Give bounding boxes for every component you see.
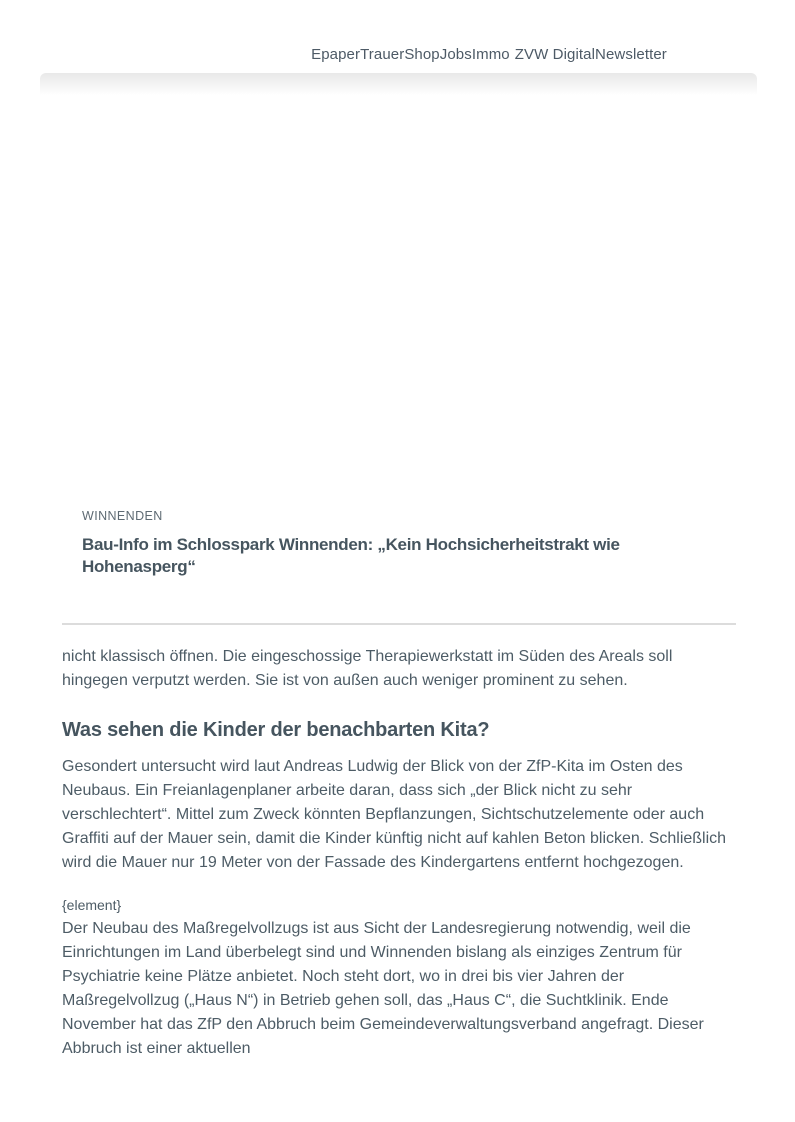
article-image-placeholder <box>40 99 757 499</box>
nav-link-immo[interactable]: Immo <box>471 46 510 63</box>
nav-link-epaper[interactable]: Epaper <box>311 46 361 63</box>
nav-link-shop[interactable]: Shop <box>404 46 440 63</box>
article-kicker[interactable]: WINNENDEN <box>82 509 163 523</box>
article-paragraph-2: Gesondert untersucht wird laut Andreas Ludwig der Blick von der ZfP-Kita im Osten des Neubaus. Ein Freianlagenplaner arbeite daran, dass sich „der Blick nicht zu sehr verschlechtert“. Mittel zum Zweck könnten Bepflanzungen, Sichtschutzelemente oder auch Graffiti auf der Mauer sein, damit die Kinder künftig nicht auf kahlen Beton blicken. Schließlich wird die Mauer nur 19 Meter von der Fassade des Kindergartens entfernt hochgezogen. <box>62 758 727 871</box>
article-paragraph-3: Der Neubau des Maßregelvollzugs ist aus Sicht der Landesregierung notwendig, weil die Einrichtungen im Land überbelegt sind und Winnenden bislang als einziges Zentrum für Psychiatrie keine Plätze anbietet. Noch steht dort, wo in drei bis vier Jahren der Maßregelvollzug („Haus N“) in Betrieb gehen soll, das „Haus C“, die Suchtklinik. Ende November hat das ZfP den Abbruch beim Gemeindeverwaltungsverband angefragt. Dieser Abbruch ist einer aktuellen <box>62 920 704 1057</box>
nav-link-trauer[interactable]: Trauer <box>360 46 405 63</box>
article-title: Bau-Info im Schlosspark Winnenden: „Kein Hochsicherheitstrakt wie Hohenasperg“ <box>82 535 620 576</box>
nav-link-newsletter[interactable]: Newsletter <box>595 46 667 63</box>
top-nav <box>311 46 667 64</box>
divider-rule <box>62 623 736 625</box>
header-shadow <box>40 73 757 99</box>
article <box>62 507 738 1061</box>
nav-link-jobs[interactable]: Jobs <box>439 46 472 63</box>
article-subheading: Was sehen die Kinder der benachbarten Kita? <box>62 719 490 741</box>
template-element-placeholder: {element} <box>62 897 122 913</box>
nav-link-zvw-digital[interactable]: ZVW Digital <box>514 46 596 63</box>
article-paragraph-1: nicht klassisch öffnen. Die eingeschossige Therapiewerkstatt im Süden des Areals soll hingegen verputzt werden. Sie ist von außen auch weniger prominent zu sehen. <box>62 648 673 689</box>
